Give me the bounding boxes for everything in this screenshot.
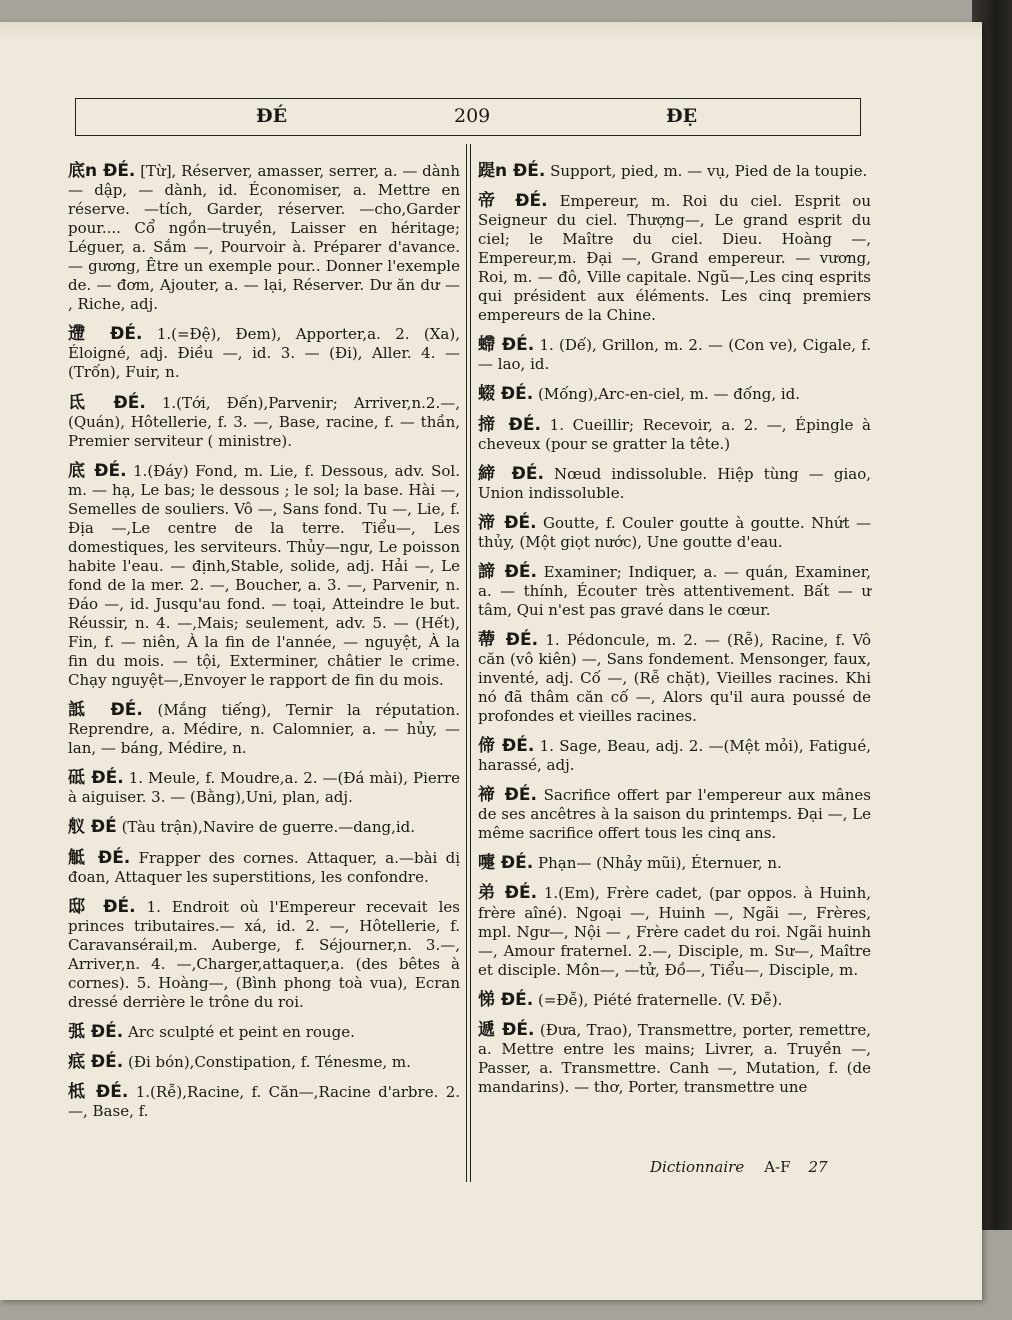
dictionary-entry [68, 898, 460, 1012]
dictionary-entry [478, 786, 871, 843]
dictionary-entry [68, 818, 460, 837]
entry-definition: 1.(Em), Frère cadet, (par oppos. à Huinh, frère aîné). Ngoại —, Huinh —, Ngãi —, Frères, mpl. Ngư—, Nội — , Frère cadet du roi. Ngãi huinh —, Amour fraternel. 2.—, Disciple, m. Sư—, Maître et disciple. Môn—, —tử, Đồ—, Tiểu—, Disciple, m. [478, 884, 871, 979]
dictionary-entry [68, 701, 460, 758]
entry-definition: 1. Endroit où l'Empereur recevait les princes tributaires.— xá, id. 2. —, Hôtellerie, f. Caravansérail,m. Auberge, f. Séjourner,n. 3.—, Arriver,n. 4. —,Charger,attaquer,a. (des bêtes à cornes). 5. Hoàng—, (Bình phong toà vua), Ecran dressé derrière le trône du roi. [68, 897, 460, 1011]
dictionary-entry [478, 514, 871, 552]
entry-headword: 渧 ĐÉ. [478, 512, 537, 533]
dictionary-entry [478, 991, 871, 1010]
dictionary-entry [478, 1021, 871, 1097]
dictionary-entry [478, 385, 871, 404]
page-number: 209 [454, 105, 491, 127]
dictionary-entry [478, 884, 871, 979]
entry-definition: (Đưa, Trao), Transmettre, porter, remettre, a. Mettre entre les mains; Livrer, a. Truyền —, Passer, a. Transmettre. Canh —, Mutation, f. (de mandarins). — thơ, Porter, transmettre une [478, 1020, 871, 1096]
entry-definition: 1. Cueillir; Recevoir, a. 2. —, Épingle à cheveux (pour se gratter la tête.) [478, 415, 871, 453]
page-header [75, 98, 861, 136]
entry-headword: 邸 ĐÉ. [68, 896, 136, 917]
entry-definition: (Đi bón),Constipation, f. Ténesme, m. [128, 1052, 411, 1071]
entry-headword: 締 ĐÉ. [478, 463, 544, 484]
entry-definition: 1. Pédoncule, m. 2. — (Rễ), Racine, f. Vô căn (vô kiên) —, Sans fondement. Mensonger, faux, inventé, adj. Cố —, (Rễ chặt), Vieilles racines. Khi nó đã thâm căn cố —, Alors qu'il aura poussé de profondes et vieilles racines. [478, 630, 871, 726]
entry-headword: 弟 ĐÉ. [478, 883, 538, 904]
entry-definition: Support, pied, m. — vụ, Pied de la toupie. [550, 162, 868, 180]
entry-headword: 遰 ĐÉ. [68, 324, 143, 345]
entry-headword: 帝 ĐÉ. [478, 191, 548, 212]
entry-headword: 舣 ĐÉ [68, 817, 117, 838]
entry-headword: 柢 ĐÉ. [68, 1081, 129, 1102]
entry-definition: Empereur, m. Roi du ciel. Esprit ou Seigneur du ciel. Thượng—, Le grand esprit du ciel; le Maître du ciel. Dieu. Hoàng —, Empereur,m. Đại —, Grand empereur. — vương, Roi, m. — đô, Ville capitale. Ngũ—,Les cinq esprits qui président aux éléments. Les cinq premiers empereurs de la Chine. [478, 192, 871, 325]
dictionary-entry [478, 162, 871, 181]
entry-definition: 1.(Đáy) Fond, m. Lie, f. Dessous, adv. Sol. m. — hạ, Le bas; le dessous ; le sol; la base. Hài —, Semelles de souliers. Vô —, Sans fond. Tu —, Lie, f. Địa —,Le centre de la terre. Tiểu—, Les domestiques, les serviteurs. Thủy—ngư, Le poisson habite l'eau. — định,Stable, solide, adj. Hải —, Le fond de la mer. 2. —, Boucher, a. 3. —, Parvenir, n. Đáo —, id. Jusqu'au fond. — toại, Atteindre le but. Réussir, n. 4. —,Mais; seulement, adv. 5. — (Hết), Fin, f. — niên, À la fin de l'année, — nguyệt, À la fin du mois. — tội, Exterminer, châtier le crime. Chạy nguyệt—,Envoyer le rapport de fin du mois. [68, 461, 460, 690]
column-divider [466, 144, 471, 1182]
entry-headword: 遞 ĐÉ. [478, 1019, 535, 1040]
entry-definition: (=Đễ), Piété fraternelle. (V. Đễ). [538, 990, 783, 1009]
dictionary-entry [478, 192, 871, 325]
entry-headword: 諦 ĐÉ. [478, 561, 537, 582]
left-column [68, 162, 460, 1132]
entry-headword: 揥 ĐÉ. [478, 414, 541, 435]
entry-definition: Nœud indissoluble. Hiệp tùng — giao, Union indissoluble. [478, 464, 871, 502]
footer-title: Dictionnaire [650, 1158, 745, 1176]
dictionary-entry [478, 563, 871, 620]
entry-definition: (Mống),Arc-en-ciel, m. — đống, id. [538, 385, 801, 404]
entry-headword: 弤 ĐÉ. [68, 1021, 124, 1042]
entry-headword: 嚏 ĐÉ. [478, 853, 534, 874]
entry-definition: Phạn— (Nhảy mũi), Éternuer, n. [538, 854, 782, 873]
dictionary-entry [478, 416, 871, 454]
dictionary-entry [478, 336, 871, 374]
signature-footer [650, 1158, 828, 1176]
dictionary-entry [68, 162, 460, 314]
entry-definition: (Tàu trận),Navire de guerre.—dang,id. [121, 818, 416, 837]
footer-sheet-number: 27 [808, 1158, 828, 1176]
entry-headword: 底 ĐÉ. [68, 460, 127, 481]
dictionary-entry [68, 394, 460, 451]
entry-definition: Goutte, f. Couler goutte à goutte. Nhứt —thủy, (Một giọt nước), Une goutte d'eau. [478, 513, 871, 551]
entry-definition: 1. Sage, Beau, adj. 2. —(Mệt mỏi), Fatigué, harassé, adj. [478, 737, 871, 775]
entry-headword: 疷 ĐÉ. [68, 1051, 124, 1072]
entry-headword: 底n ĐÉ. [68, 161, 136, 181]
entry-headword: 踶n ĐÉ. [478, 161, 546, 181]
dictionary-entry [478, 631, 871, 726]
entry-definition: [Từ], Réserver, amasser, serrer, a. — dành — dập, — dành, id. Économiser, a. Mettre en réserve. —tích, Garder, réserver. —cho,Garder pour.... Cổ ngồn—truyền, Laisser en héritage; Léguer, a. Sắm —, Pourvoir à. Préparer d'avance. — gương, Être un exemple pour.. Donner l'exemple de. — đơm, Ajouter, a. — lại, Réserver. Dư ăn dư — , Riche, adj. [68, 162, 460, 314]
right-column [478, 162, 871, 1108]
entry-headword: 砥 ĐÉ. [68, 768, 124, 789]
entry-definition: Sacrifice offert par l'empereur aux mânes de ses ancêtres à la saison du printemps. Đại —, Le même sacrifice offert tous les cinq ans. [478, 786, 871, 843]
dictionary-entry [68, 1083, 460, 1121]
dictionary-entry [478, 465, 871, 503]
entry-headword: 悌 ĐÉ. [478, 989, 534, 1010]
dictionary-entry [478, 854, 871, 873]
dictionary-entry [478, 737, 871, 775]
entry-headword: 蔕 ĐÉ. [478, 629, 539, 650]
entry-headword: 蝃 ĐÉ. [478, 384, 534, 405]
dictionary-entry [68, 769, 460, 807]
entry-definition: 1.(Tới, Đến),Parvenir; Arriver,n.2.—, (Quán), Hôtellerie, f. 3. —, Base, racine, f. — thần, Premier serviteur ( ministre). [68, 393, 460, 450]
entry-headword: 偙 ĐÉ. [478, 736, 535, 757]
dictionary-entry [68, 325, 460, 382]
header-left-word: ĐÉ [256, 105, 288, 127]
footer-range: A-F [764, 1158, 791, 1176]
entry-definition: 1. Meule, f. Moudre,a. 2. —(Đá mài), Pierre à aiguiser. 3. — (Bằng),Uni, plan, adj. [68, 769, 461, 807]
dictionary-entry [68, 1053, 460, 1072]
dictionary-entry [68, 462, 460, 691]
entry-definition: Arc sculpté et peint en rouge. [128, 1022, 355, 1041]
entry-headword: 詆 ĐÉ. [68, 700, 143, 721]
entry-definition: 1. (Dế), Grillon, m. 2. — (Con ve), Cigale, f. — lao, id. [478, 336, 871, 374]
header-right-word: ĐẸ [666, 105, 698, 127]
entry-definition: 1.(=Đệ), Đem), Apporter,a. 2. (Xa), Éloigné, adj. Điều —, id. 3. — (Đi), Aller. 4. — (Trốn), Fuir, n. [68, 325, 460, 382]
dictionary-entry [68, 849, 460, 887]
entry-definition: Examiner; Indiquer, a. — quán, Examiner, a. — thính, Écouter très attentivement. Bất — ư tâm, Qui n'est pas gravé dans le cœur. [478, 562, 871, 619]
entry-headword: 觝 ĐÉ. [68, 847, 131, 868]
entry-definition: Frapper des cornes. Attaquer, a.—bài dị đoan, Attaquer les superstitions, les confondre. [68, 848, 460, 886]
entry-definition: (Mắng tiếng), Ternir la réputation. Reprendre, a. Médire, n. Calomnier, a. — hủy, — lan, — báng, Médire, n. [68, 701, 460, 758]
entry-headword: 氐 ĐÉ. [68, 392, 146, 413]
entry-headword: 螮 ĐÉ. [478, 335, 535, 356]
dictionary-entry [68, 1023, 460, 1042]
entry-definition: 1.(Rễ),Racine, f. Căn—,Racine d'arbre. 2. —, Base, f. [68, 1082, 461, 1121]
entry-headword: 禘 ĐÉ. [478, 785, 537, 806]
